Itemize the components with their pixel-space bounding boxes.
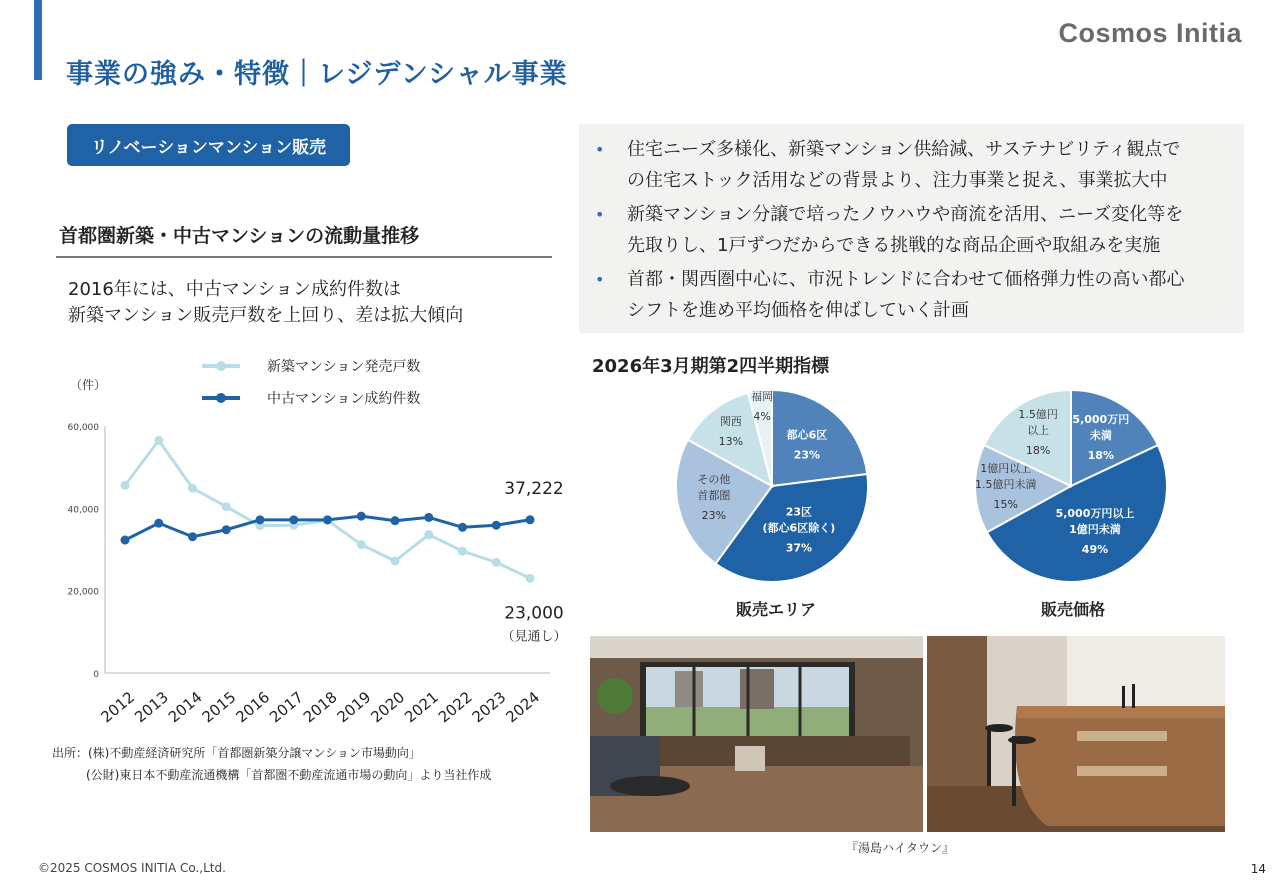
kitchen-photo (927, 636, 1225, 832)
x-tick-label: 2012 (97, 688, 139, 727)
legend-label: 中古マンション成約件数 (267, 391, 421, 407)
bullet-item (595, 134, 1222, 196)
pie-slice-label: 15% (993, 498, 1018, 512)
y-tick-label: 40,000 (67, 505, 99, 516)
kpi-title: 2026年3月期第2四半期指標 (592, 356, 830, 377)
data-point (458, 547, 467, 556)
y-unit-label: （件） (70, 378, 107, 392)
pie-slice-label: (都心6区除く) (762, 521, 836, 535)
chart-section-title: 首都圏新築・中古マンションの流動量推移 (59, 225, 420, 247)
x-tick-label: 2021 (401, 688, 442, 727)
data-point (492, 558, 501, 567)
data-point (526, 515, 535, 524)
sales-price-caption: 販売価格 (1041, 600, 1106, 619)
pie-slice-label: その他 (697, 472, 731, 486)
sales-price-pie-chart (963, 378, 1183, 598)
pie-slice-label: 5,000万円 (1072, 412, 1130, 426)
data-point (121, 536, 130, 545)
pie-slice-label: 23% (701, 508, 727, 522)
x-tick-label: 2017 (266, 688, 307, 727)
new-last-value-label: 23,000 (504, 603, 564, 624)
data-point (391, 516, 400, 525)
bullet-panel (579, 124, 1244, 333)
bullet-line-2: シフトを進め平均価格を伸ばしていく計画 (627, 300, 969, 321)
data-point (154, 519, 163, 528)
data-point (188, 532, 197, 541)
data-point (424, 530, 433, 539)
series-line (125, 440, 530, 578)
x-tick-label: 2014 (164, 688, 206, 727)
pie-slice-label: 18% (1087, 448, 1115, 462)
data-point (256, 515, 265, 524)
transaction-volume-line-chart (40, 345, 580, 740)
bullet-line-2: の住宅ストック活用などの背景より、注力事業と捉え、事業拡大中 (627, 170, 1168, 191)
sales-area-caption: 販売エリア (736, 600, 817, 619)
pie-slice-label: 1.5億円 (1018, 408, 1058, 422)
pie-slice-label: 37% (785, 541, 813, 555)
x-tick-label: 2022 (434, 688, 476, 727)
data-point (458, 523, 467, 532)
y-tick-label: 20,000 (67, 587, 99, 598)
data-point (357, 540, 366, 549)
header-accent-bar (34, 0, 42, 80)
pie-slice-label: 49% (1081, 543, 1109, 557)
page-title: 事業の強み・特徴｜レジデンシャル事業 (66, 59, 568, 90)
x-tick-label: 2019 (333, 688, 375, 727)
bullet-line-1: • 新築マンション分譲で培ったノウハウや商流を活用、ニーズ変化等を (627, 204, 1184, 225)
pie-slice-label: 1億円以上 (980, 462, 1032, 476)
bullet-line-1: • 住宅ニーズ多様化、新築マンション供給減、サステナビリティ観点で (627, 139, 1181, 160)
pie-slice-label: 都心6区 (786, 428, 828, 442)
y-tick-label: 60,000 (67, 423, 99, 433)
data-point (357, 512, 366, 521)
page-number: 14 (1250, 862, 1266, 876)
bullet-list (595, 134, 1222, 326)
pie-slice-label: 1.5億円未満 (975, 478, 1037, 492)
lead-line-2: 新築マンション販売戸数を上回り、差は拡大傾向 (68, 305, 464, 326)
x-tick-label: 2016 (232, 688, 274, 727)
pie-slice-label: 13% (718, 434, 744, 448)
bullet-item (595, 264, 1222, 326)
legend-swatch-marker (216, 393, 226, 403)
x-tick-label: 2024 (502, 688, 544, 727)
section-tag: リノベーションマンション販売 (67, 124, 350, 166)
data-point (154, 436, 163, 445)
sales-area-pie-chart (664, 378, 884, 598)
pie-slice-label: 福岡 (751, 389, 774, 403)
photo-caption: 『湯島ハイタウン』 (846, 841, 955, 855)
data-point (222, 502, 231, 511)
pie-slice-label: 1億円未満 (1069, 523, 1121, 537)
pie-slice-label: 18% (1025, 444, 1051, 458)
pie-slice-label: 4% (753, 409, 771, 423)
data-point (391, 557, 400, 566)
lead-text (68, 277, 463, 329)
pie-slice-label: 23% (793, 448, 821, 462)
x-tick-label: 2018 (299, 688, 341, 727)
data-point (188, 484, 197, 493)
x-tick-label: 2023 (468, 688, 510, 727)
x-tick-label: 2015 (198, 688, 240, 727)
data-point (526, 574, 535, 583)
used-last-value-label: 37,222 (504, 478, 564, 499)
bullet-item (595, 199, 1222, 261)
pie-slice-label: 以上 (1027, 424, 1050, 438)
legend-swatch-marker (216, 361, 226, 371)
y-tick-label: 0 (93, 670, 99, 680)
company-logo: Cosmos Initia (1058, 18, 1242, 48)
data-point (424, 513, 433, 522)
data-point (222, 525, 231, 534)
source-note (52, 742, 491, 786)
section-divider (56, 256, 552, 258)
pie-slice-label: 5,000万円以上 (1055, 507, 1135, 521)
source-line-2: (公財)東日本不動産流通機構「首都圏不動産流通市場の動向」より当社作成 (86, 768, 492, 782)
living-room-photo (590, 636, 923, 832)
lead-line-1: 2016年には、中古マンション成約件数は (68, 279, 401, 300)
new-last-note: （見通し） (501, 629, 567, 645)
pie-slice-label: 関西 (719, 414, 742, 428)
x-tick-label: 2020 (367, 688, 409, 727)
bullet-line-2: 先取りし、1戸ずつだからできる挑戦的な商品企画や取組みを実施 (627, 235, 1161, 256)
legend-label: 新築マンション発売戸数 (267, 359, 421, 375)
x-tick-label: 2013 (131, 688, 172, 727)
data-point (289, 515, 298, 524)
source-line-1: 出所：(株)不動産経済研究所「首都圏新築分譲マンション市場動向」 (52, 746, 421, 760)
data-point (323, 515, 332, 524)
pie-slice-label: 首都圏 (697, 488, 731, 502)
pie-slice-label: 未満 (1089, 428, 1112, 442)
data-point (121, 481, 130, 490)
pie-slice-label: 23区 (785, 505, 813, 519)
bullet-line-1: • 首都・関西圏中心に、市況トレンドに合わせて価格弾力性の高い都心 (627, 269, 1185, 290)
data-point (492, 521, 501, 530)
copyright: ©2025 COSMOS INITIA Co.,Ltd. (38, 861, 226, 875)
